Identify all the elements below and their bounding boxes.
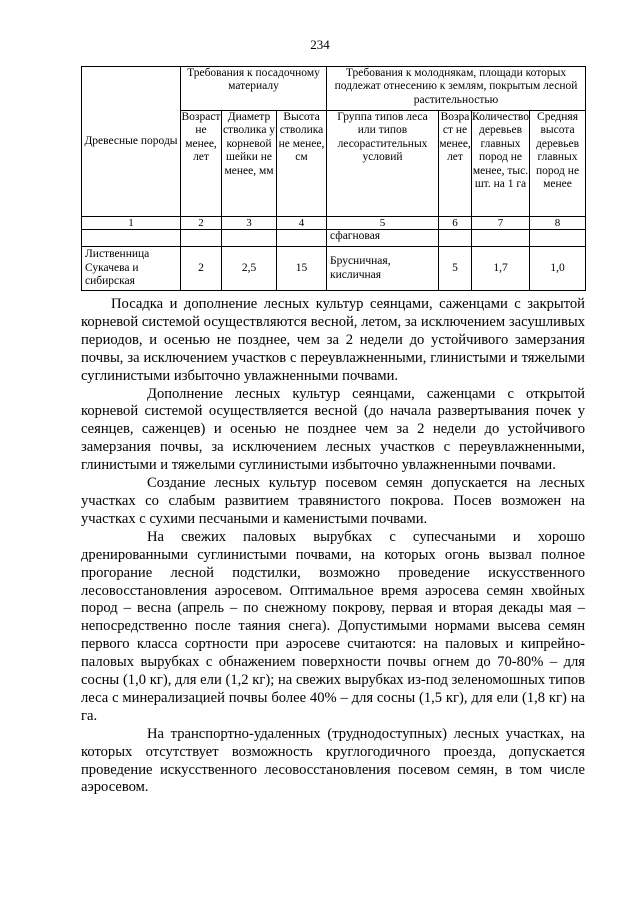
cell-young-age: 5 bbox=[439, 247, 472, 291]
column-number: 6 bbox=[439, 217, 472, 230]
page-number: 234 bbox=[310, 37, 330, 52]
column-number: 2 bbox=[181, 217, 222, 230]
header-tree-count: Количество деревьев главных пород не менее, тыс. шт. на 1 га bbox=[472, 111, 530, 217]
paragraph-open-roots: Дополнение лесных культур сеянцами, саженцами с открытой корневой системой осуществляется весной (до начала развертывания почек у сеянцев, саженцев) и осенью не позднее чем за 2 недели до устойчивого замерзания почвы, за исключением лесных участков с переувлажненными, глинистыми и тяжелыми суглинистыми избыточно увлажненными почвами. bbox=[81, 385, 585, 474]
requirements-table bbox=[81, 66, 586, 291]
paragraph-remote-areas: На транспортно-удаленных (труднодоступных) лесных участках, на которых отсутствует возможность круглогодичного проезда, допускается проведение искусственного лесовосстановления посевом семян, в том числе аэросевом. bbox=[81, 725, 585, 796]
header-young-stands: Требования к молоднякам, площади которых подлежат отнесению к землям, покрытым лесной растительностью bbox=[327, 67, 586, 111]
cell-diameter: 2,5 bbox=[222, 247, 277, 291]
paragraph-planting-closed-roots: Посадка и дополнение лесных культур сеянцами, саженцами с закрытой корневой системой осуществляются весной, летом, за исключением засушливых периодов, и осенью не позднее, чем за 2 недели до устойчивого замерзания почвы, за исключением участков с переувлажненными, глинистыми и тяжелыми суглинистыми избыточно увлажненными почвами. bbox=[81, 296, 585, 384]
header-age: Возраст не менее, лет bbox=[181, 111, 222, 217]
header-row-groups bbox=[82, 67, 586, 111]
continuation-row bbox=[82, 230, 586, 247]
header-diameter: Диаметр стволика у корневой шейки не менее, мм bbox=[222, 111, 277, 217]
header-young-age: Возраст не менее, лет bbox=[439, 111, 472, 217]
column-number: 7 bbox=[472, 217, 530, 230]
header-avg-height: Средняя высота деревьев главных пород не менее bbox=[530, 111, 586, 217]
column-number: 4 bbox=[277, 217, 327, 230]
column-number: 3 bbox=[222, 217, 277, 230]
paragraph-seed-sowing: Создание лесных культур посевом семян допускается на лесных участках со слабым развитием травянистого покрова. Посев возможен на участках с сухими песчаными и каменистыми почвами. bbox=[81, 475, 585, 527]
header-species: Древесные породы bbox=[82, 67, 181, 217]
cell-age: 2 bbox=[181, 247, 222, 291]
continuation-forest-type: сфагновая bbox=[327, 230, 439, 247]
cell-species: Лиственница Сукачева и сибирская bbox=[82, 247, 181, 291]
cell-height: 15 bbox=[277, 247, 327, 291]
header-planting-material: Требования к посадочному материалу bbox=[181, 67, 327, 111]
header-height: Высота стволика не менее, см bbox=[277, 111, 327, 217]
table-row bbox=[82, 247, 586, 291]
column-number: 8 bbox=[530, 217, 586, 230]
cell-forest-type: Брусничная, кисличная bbox=[327, 247, 439, 291]
cell-avg-height: 1,0 bbox=[530, 247, 586, 291]
column-number: 1 bbox=[82, 217, 181, 230]
column-number: 5 bbox=[327, 217, 439, 230]
body-text bbox=[81, 296, 585, 797]
column-numbers-row bbox=[82, 217, 586, 230]
header-forest-types: Группа типов леса или типов лесорастительных условий bbox=[327, 111, 439, 217]
cell-tree-count: 1,7 bbox=[472, 247, 530, 291]
paragraph-aerial-seeding: На свежих паловых вырубках с супесчаными и хорошо дренированными суглинистыми почвами, на которых огонь вызвал полное прогорание лесной подстилки, возможно проведение искусственного лесовосстановления аэросевом. Оптимальное время аэросева семян хвойных пород – весна (апрель – по снежному покрову, первая и вторая декады мая – непосредственно после таяния снега). Допустимыми нормами высева семян первого класса сортности при аэросеве считаются: на паловых и кипрейно-паловых вырубках с обнажением поверхности почвы огнем до 70-80% – для сосны (1,0 кг), для ели (1,2 кг); на свежих вырубках из-под зеленомошных типов леса с минерализацией почвы более 40% – для сосны (1,5 кг), для ели (1,8 кг) на га. bbox=[81, 528, 585, 724]
